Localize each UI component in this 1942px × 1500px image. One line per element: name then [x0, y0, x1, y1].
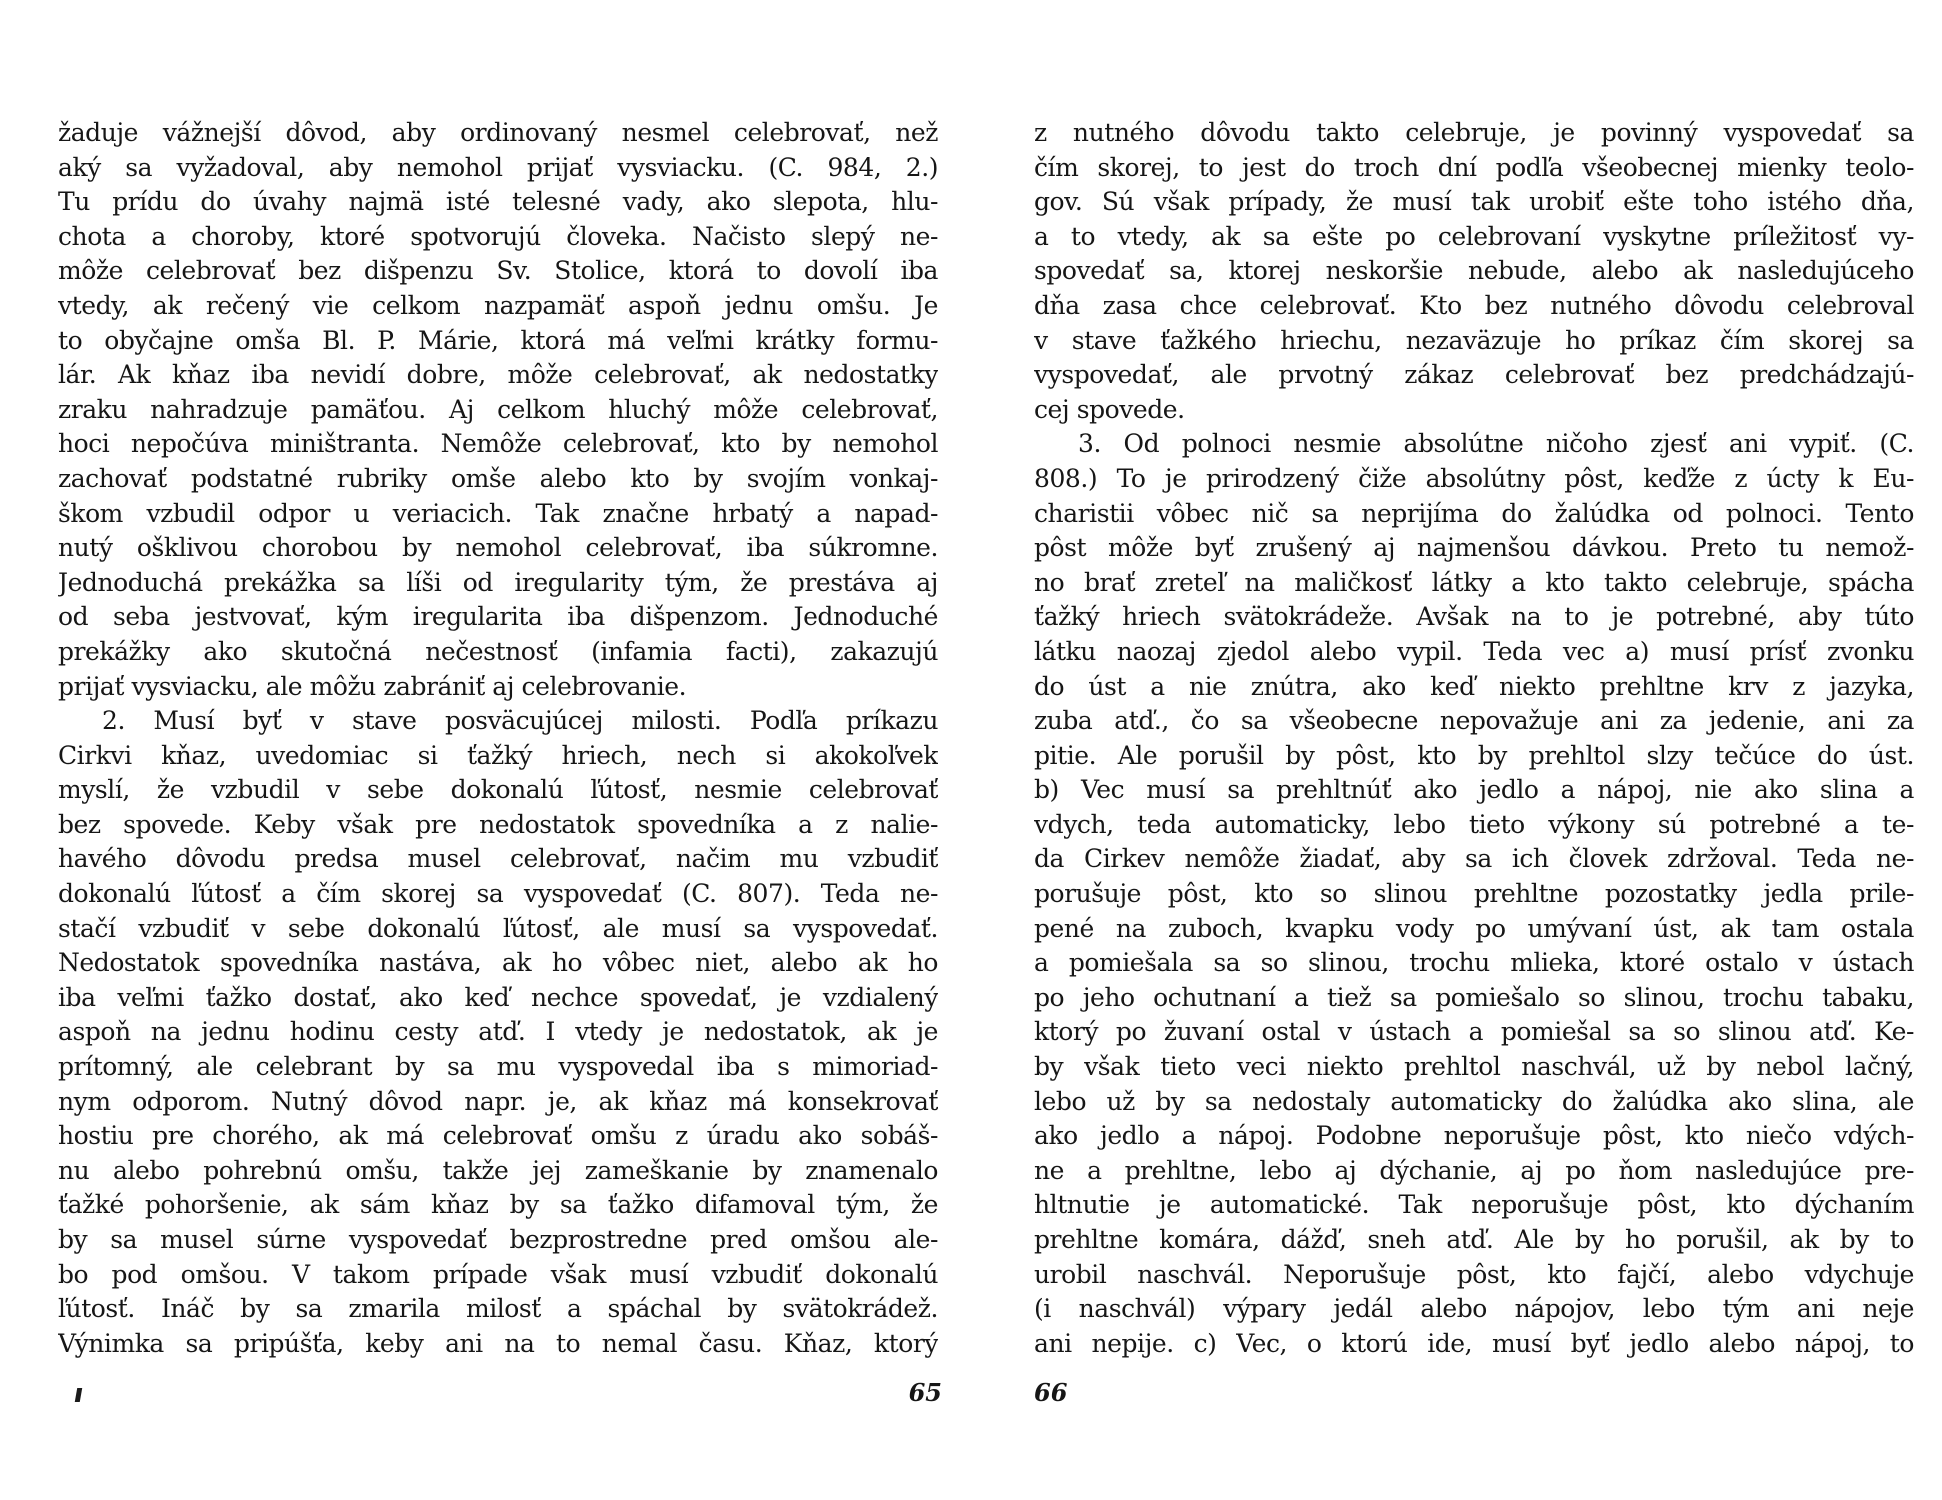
- text-line: by sa musel súrne vyspovedať bezprostredne pred omšou ale-: [58, 1225, 938, 1254]
- page-number: 66: [1034, 1378, 1068, 1407]
- text-line: no brať zreteľ na maličkosť látky a kto takto celebruje, spácha: [1034, 567, 1914, 597]
- text-line: vtedy, ak rečený vie celkom nazpamäť aspoň jednu omšu. Je: [58, 290, 938, 320]
- text-line: dňa zasa chce celebrovať. Kto bez nutného dôvodu celebroval: [1034, 290, 1914, 320]
- text-line: Cirkvi kňaz, uvedomiac si ťažký hriech, nech si akokoľvek: [58, 740, 938, 770]
- text-line: ťažké pohoršenie, ak sám kňaz by sa ťažko difamoval tým, že: [58, 1190, 938, 1220]
- text-line: pené na zuboch, kvapku vody po umývaní úst, ak tam ostala: [1034, 913, 1914, 943]
- text-line: Výnimka sa pripúšťa, keby ani na to nemal času. Kňaz, ktorý: [58, 1328, 938, 1358]
- text-line: nu alebo pohrebnú omšu, takže jej zameškanie by znamenalo: [58, 1155, 938, 1185]
- text-line: aký sa vyžadoval, aby nemohol prijať vysviacku. (C. 984, 2.): [58, 152, 938, 182]
- text-line: bez spovede. Keby však pre nedostatok spovedníka a z nalie-: [58, 809, 938, 839]
- text-line: vyspovedať, ale prvotný zákaz celebrovať bez predchádzajú-: [1034, 360, 1914, 390]
- text-line: stačí vzbudiť v sebe dokonalú ľútosť, ale musí sa vyspovedať.: [58, 913, 938, 943]
- text-line: ľútosť. Ináč by sa zmarila milosť a spáchal by svätokrádež.: [58, 1294, 938, 1324]
- text-line: lebo už by sa nedostaly automaticky do žalúdka ako slina, ale: [1034, 1086, 1914, 1116]
- text-line: gov. Sú však prípady, že musí tak urobiť ešte toho istého dňa,: [1034, 187, 1914, 217]
- text-line: havého dôvodu predsa musel celebrovať, načim mu vzbudiť: [58, 844, 938, 874]
- section-heading-line: 3. Od polnoci nesmie absolútne ničoho zjesť ani vypiť. (C.: [1078, 429, 1914, 459]
- text-line: hltnutie je automatické. Tak neporušuje pôst, kto dýchaním: [1034, 1190, 1914, 1220]
- text-line: pitie. Ale porušil by pôst, kto by prehltol slzy tečúce do úst.: [1034, 740, 1914, 770]
- text-line: (i naschvál) výpary jedál alebo nápojov, lebo tým ani neje: [1034, 1294, 1914, 1324]
- text-line: z nutného dôvodu takto celebruje, je povinný vyspovedať sa: [1034, 118, 1914, 147]
- text-line: b) Vec musí sa prehltnúť ako jedlo a nápoj, nie ako slina a: [1034, 775, 1914, 805]
- text-line: chota a choroby, ktoré spotvorujú človeka. Načisto slepý ne-: [58, 221, 938, 251]
- text-line: myslí, že vzbudil v sebe dokonalú ľútosť, nesmie celebrovať: [58, 775, 938, 805]
- text-line: látku naozaj zjedol alebo vypil. Teda vec a) musí prísť zvonku: [1034, 636, 1914, 666]
- stray-ink-mark: [75, 1388, 82, 1402]
- text-line: iba veľmi ťažko dostať, ako keď nechce spovedať, je vzdialený: [58, 982, 938, 1012]
- text-line: hostiu pre chorého, ak má celebrovať omšu z úradu ako sobáš-: [58, 1121, 938, 1151]
- right-page: [1034, 116, 1914, 1426]
- text-line: ako jedlo a nápoj. Podobne neporušuje pôst, kto niečo vdých-: [1034, 1121, 1914, 1151]
- text-line: zuba atď., čo sa všeobecne nepovažuje ani za jedenie, ani za: [1034, 706, 1914, 736]
- text-line: aspoň na jednu hodinu cesty atď. I vtedy je nedostatok, ak je: [58, 1017, 938, 1047]
- text-line: žaduje vážnejší dôvod, aby ordinovaný nesmel celebrovať, než: [58, 118, 938, 147]
- text-line: spovedať sa, ktorej neskoršie nebude, alebo ak nasledujúceho: [1034, 256, 1914, 286]
- text-line: a pomiešala sa so slinou, trochu mlieka, ktoré ostalo v ústach: [1034, 948, 1914, 978]
- text-line: môže celebrovať bez dišpenzu Sv. Stolice, ktorá to dovolí iba: [58, 256, 938, 286]
- page-number: 65: [908, 1378, 942, 1407]
- text-line: nym odporom. Nutný dôvod napr. je, ak kňaz má konsekrovať: [58, 1086, 938, 1116]
- text-line: porušuje pôst, kto so slinou prehltne pozostatky jedla prile-: [1034, 879, 1914, 909]
- text-line: by však tieto veci niekto prehltol naschvál, už by nebol lačný,: [1034, 1052, 1914, 1082]
- text-line: pôst môže byť zrušený aj najmenšou dávkou. Preto tu nemož-: [1034, 533, 1914, 563]
- text-line: a to vtedy, ak sa ešte po celebrovaní vyskytne príležitosť vy-: [1034, 221, 1914, 251]
- text-line: zachovať podstatné rubriky omše alebo kto by svojím vonkaj-: [58, 463, 938, 493]
- text-line: prijať vysviacku, ale môžu zabrániť aj celebrovanie.: [58, 671, 687, 701]
- text-line: cej spovede.: [1034, 394, 1185, 424]
- text-line: hoci nepočúva miništranta. Nemôže celebrovať, kto by nemohol: [58, 429, 938, 459]
- text-line: charistii vôbec nič sa neprijíma do žalúdka od polnoci. Tento: [1034, 498, 1914, 528]
- section-heading-line: 2. Musí byť v stave posväcujúcej milosti. Podľa príkazu: [102, 706, 938, 736]
- text-line: to obyčajne omša Bl. P. Márie, ktorá má veľmi krátky formu-: [58, 325, 938, 355]
- text-line: dokonalú ľútosť a čím skorej sa vyspovedať (C. 807). Teda ne-: [58, 879, 938, 909]
- text-line: prítomný, ale celebrant by sa mu vyspovedal iba s mimoriad-: [58, 1052, 938, 1082]
- text-line: prekážky ako skutočná nečestnosť (infamia facti), zakazujú: [58, 636, 938, 666]
- text-line: škom vzbudil odpor u veriacich. Tak značne hrbatý a napad-: [58, 498, 938, 528]
- text-line: urobil naschvál. Neporušuje pôst, kto fajčí, alebo vdychuje: [1034, 1259, 1914, 1289]
- text-line: prehltne komára, dážď, sneh atď. Ale by ho porušil, ak by to: [1034, 1225, 1914, 1254]
- text-line: po jeho ochutnaní a tiež sa pomiešalo so slinou, trochu tabaku,: [1034, 982, 1914, 1012]
- text-line: ktorý po žuvaní ostal v ústach a pomiešal sa so slinou atď. Ke-: [1034, 1017, 1914, 1047]
- text-line: ťažký hriech svätokrádeže. Avšak na to je potrebné, aby túto: [1034, 602, 1914, 632]
- text-line: 808.) To je prirodzený čiže absolútny pôst, keďže z úcty k Eu-: [1034, 463, 1914, 493]
- text-line: od seba jestvovať, kým iregularita iba dišpenzom. Jednoduché: [58, 602, 938, 632]
- text-line: čím skorej, to jest do troch dní podľa všeobecnej mienky teolo-: [1034, 152, 1914, 182]
- text-line: ne a prehltne, lebo aj dýchanie, aj po ňom nasledujúce pre-: [1034, 1155, 1914, 1185]
- text-line: Tu prídu do úvahy najmä isté telesné vady, ako slepota, hlu-: [58, 187, 938, 217]
- text-line: ani nepije. c) Vec, o ktorú ide, musí byť jedlo alebo nápoj, to: [1034, 1328, 1914, 1358]
- text-line: v stave ťažkého hriechu, nezaväzuje ho príkaz čím skorej sa: [1034, 325, 1914, 355]
- text-line: vdych, teda automaticky, lebo tieto výkony sú potrebné a te-: [1034, 809, 1914, 839]
- text-line: Jednoduchá prekážka sa líši od iregularity tým, že prestáva aj: [58, 567, 938, 597]
- text-line: do úst a nie znútra, ako keď niekto prehltne krv z jazyka,: [1034, 671, 1914, 701]
- text-line: nutý ošklivou chorobou by nemohol celebrovať, iba súkromne.: [58, 533, 938, 563]
- text-line: da Cirkev nemôže žiadať, aby sa ich človek zdržoval. Teda ne-: [1034, 844, 1914, 874]
- text-line: lár. Ak kňaz iba nevidí dobre, môže celebrovať, ak nedostatky: [58, 360, 938, 390]
- left-page: [58, 116, 942, 1426]
- text-line: Nedostatok spovedníka nastáva, ak ho vôbec niet, alebo ak ho: [58, 948, 938, 978]
- text-line: bo pod omšou. V takom prípade však musí vzbudiť dokonalú: [58, 1259, 938, 1289]
- text-line: zraku nahradzuje pamäťou. Aj celkom hluchý môže celebrovať,: [58, 394, 938, 424]
